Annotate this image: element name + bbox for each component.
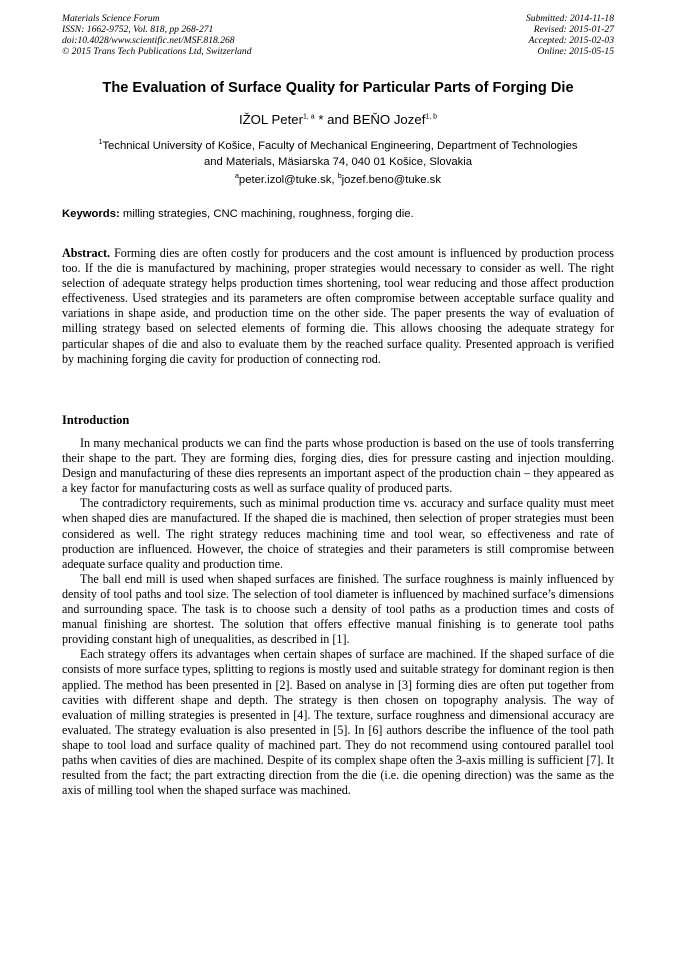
affiliation-line-2: and Materials, Mäsiarska 74, 040 01 Košice, Slovakia — [203, 156, 473, 168]
abstract-label: Abstract. — [62, 246, 111, 260]
intro-paragraph: In many mechanical products we can find the parts whose production is based on the use of tools transferring their shape to the part. They are forming dies, forging dies, dies for pressure casting and injection moulding. Design and manufacturing of these dies represents an important aspect of the production chain – they appeared as a key factor for manufacturing costs as well as surface quality of produced parts. — [62, 436, 614, 496]
issn-line: ISSN: 1662-9752, Vol. 818, pp 268-271 — [62, 24, 214, 35]
intro-paragraph: The contradictory requirements, such as minimal production time vs. accuracy and surface quality must meet when shaped dies are manufactured. If the shaped die is machined, then selection of proper strategies must been considered as well. The right strategy reduces machining time and tool wear, so effectiveness and rate of production are influenced. However, the choice of strategies and their parameters is still compromise between adequate surface quality and production time. — [62, 496, 614, 571]
abstract — [62, 246, 614, 367]
doi-line: doi:10.4028/www.scientific.net/MSF.818.268 — [62, 35, 235, 46]
journal-header — [62, 13, 614, 57]
submission-dates — [526, 13, 614, 57]
journal-info — [62, 13, 252, 57]
abstract-text: Forming dies are often costly for producers and the cost amount is influenced by production process too. If the die is manufactured by machining, proper strategies would necessary to consider as well. The right selection of adequate strategy helps production times shortening, tool wear reducing and those affect production effectiveness. Used strategies and its parameters are often compromise between acceptable surface quality and variations in shape aside, and production time on the other side. The paper presents the way of evaluation of milling strategy based on selected elements of forming die. This allows choosing the adequate strategy for particular shapes of die and also to evaluate them by the reached surface quality. Presented approach is verified by machining forging die cavity for production of connecting rod. — [62, 246, 614, 366]
online-date: Online: 2015-05-15 — [537, 46, 614, 57]
author-1-affil: 1, a — [302, 113, 315, 121]
email-b-sup: b — [337, 173, 342, 181]
intro-paragraph: The ball end mill is used when shaped surfaces are finished. The surface roughness is mainly influenced by density of tool paths and tool size. The selection of tool diameter is influenced by machined surface’s dimensions and surrounding space. The task is to choose such a density of tool paths as a production times and costs of manual finishing are shortest. The solution that offers effective manual finishing is to generate tool paths providing constant high of unequalities, as described in [1]. — [62, 571, 614, 647]
author-emails — [62, 174, 614, 186]
keywords — [62, 208, 614, 220]
email-separator: , — [331, 174, 338, 186]
introduction-heading: Introduction — [62, 413, 130, 427]
keywords-text: milling strategies, CNC machining, roughness, forging die. — [122, 208, 414, 220]
submitted-date: Submitted: 2014-11-18 — [525, 13, 614, 24]
accepted-date: Accepted: 2015-02-03 — [528, 35, 614, 46]
affiliation-sup: 1 — [98, 139, 103, 147]
copyright-line: © 2015 Trans Tech Publications Ltd, Switzerland — [62, 46, 252, 57]
author-2: BEŇO Jozef — [352, 112, 426, 127]
email-a-sup: a — [235, 173, 239, 181]
keywords-label: Keywords: — [62, 208, 120, 220]
journal-name: Materials Science Forum — [62, 13, 160, 24]
author-line — [62, 112, 614, 127]
email-b: jozef.beno@tuke.sk — [341, 174, 441, 186]
revised-date: Revised: 2015-01-27 — [533, 24, 614, 35]
author-1: IŽOL Peter — [238, 112, 303, 127]
affiliation-line-1: Technical University of Košice, Faculty of Mechanical Engineering, Department of Technologies — [102, 140, 578, 152]
author-2-affil: 1, b — [425, 113, 438, 121]
email-a: peter.izol@tuke.sk — [238, 174, 332, 186]
intro-paragraph: Each strategy offers its advantages when certain shapes of surface are machined. If the shaped surface of die consists of more surface types, splitting to regions is mostly used and suitable strategy for dominant region is then applied. The method has been presented in [2]. Based on analyse in [3] forming dies are often put together from cavities with different shape and depth. The strategy is then chosen on topography analysis. The way of evaluation of milling strategies is presented in [4]. The texture, surface roughness and dimensional accuracy are evaluated. The strategy evaluation is also presented in [5]. In [6] authors describe the influence of the tool path shape to tool load and surface quality of machined part. They do not recommend using contoured parallel tool paths when cavities of dies are machined. Despite of its complex shape often the 3-axis milling is sufficient [7]. It resulted from the fact; the part extracting direction from the die (i.e. die opening direction) was the same as the axis of milling tool when the shaped surface was machined. — [62, 647, 614, 798]
paper-title: The Evaluation of Surface Quality for Particular Parts of Forging Die — [102, 80, 574, 96]
corresponding-mark: * — [314, 112, 324, 127]
author-and: and — [323, 112, 353, 127]
introduction-body — [62, 436, 614, 798]
affiliation — [62, 138, 614, 170]
